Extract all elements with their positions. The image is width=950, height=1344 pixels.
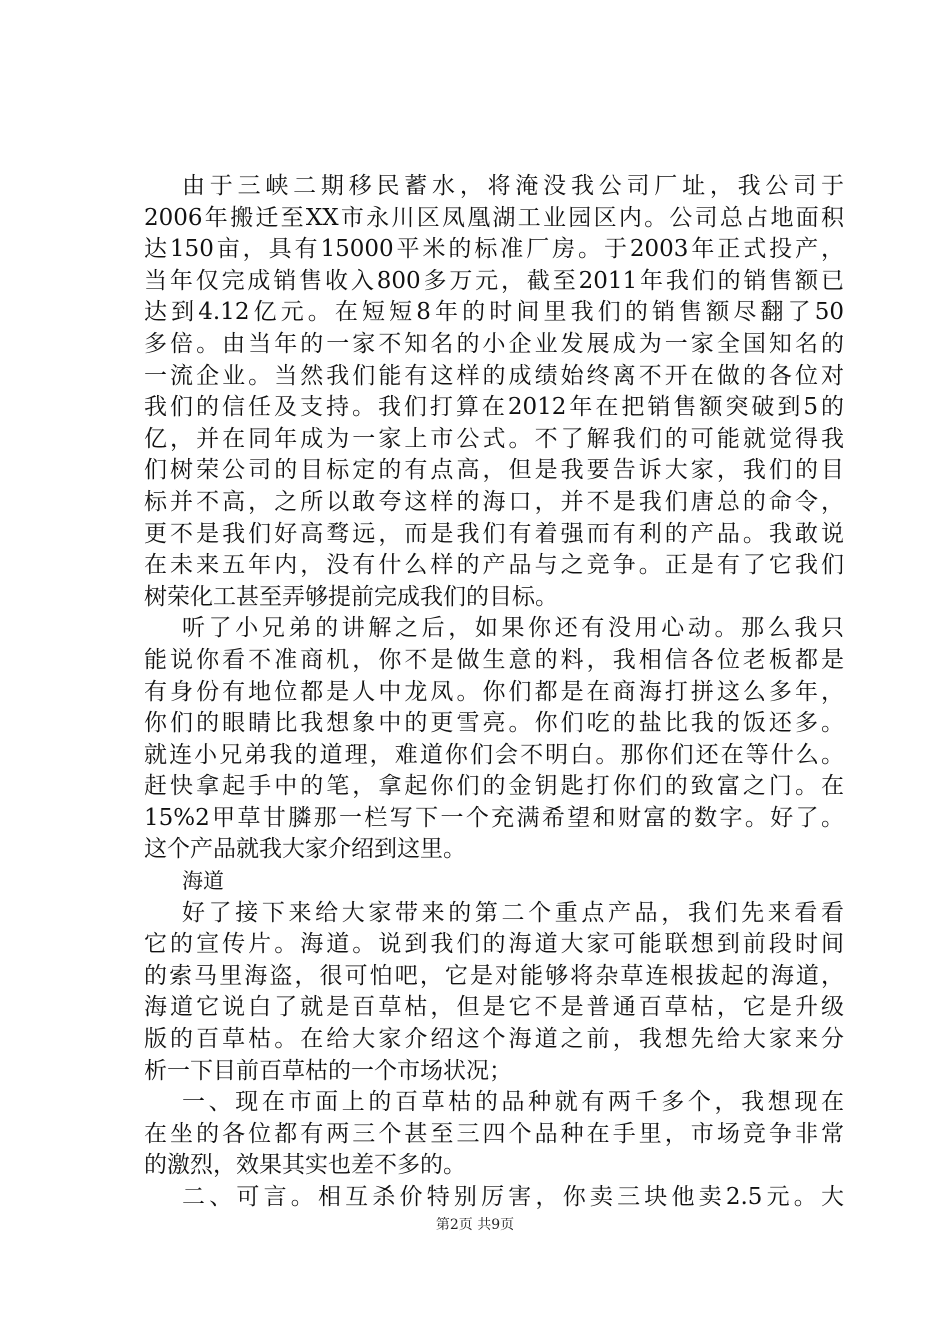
text-line: 标并不高，之所以敢夸这样的海口，并不是我们唐总的命令， bbox=[144, 488, 844, 515]
text-line: 在坐的各位都有两三个甚至三四个品种在手里，市场竞争非常 bbox=[144, 1120, 844, 1147]
text-line: 当年仅完成销售收入800多万元，截至2011年我们的销售额已 bbox=[144, 267, 844, 294]
text-line: 的激烈，效果其实也差不多的。 bbox=[144, 1152, 466, 1179]
document-body bbox=[144, 171, 844, 1214]
text-line: 赶快拿起手中的笔，拿起你们的金钥匙打你们的致富之门。在 bbox=[144, 773, 844, 800]
text-line: 有身份有地位都是人中龙凤。你们都是在商海打拼这么多年， bbox=[144, 678, 844, 705]
text-line: 的索马里海盗，很可怕吧，它是对能够将杂草连根拔起的海道， bbox=[144, 962, 844, 989]
text-line: 这个产品就我大家介绍到这里。 bbox=[144, 836, 466, 863]
text-line: 一、现在市面上的百草枯的品种就有两千多个，我想现在 bbox=[182, 1089, 844, 1116]
page-footer: 第2页 共9页 bbox=[435, 1217, 515, 1233]
text-line: 一流企业。当然我们能有这样的成绩始终离不开在做的各位对 bbox=[144, 362, 844, 389]
text-line: 听了小兄弟的讲解之后，如果你还有没用心动。那么我只 bbox=[182, 615, 844, 642]
text-line: 就连小兄弟我的道理，难道你们会不明白。那你们还在等什么。 bbox=[144, 741, 844, 768]
text-line: 能说你看不准商机，你不是做生意的料，我相信各位老板都是 bbox=[144, 646, 844, 673]
paragraph bbox=[144, 1087, 844, 1182]
text-line: 树荣化工甚至弄够提前完成我们的目标。 bbox=[144, 583, 558, 610]
text-line: 15%2甲草甘膦那一栏写下一个充满希望和财富的数字。好了。 bbox=[144, 804, 844, 831]
text-line: 版的百草枯。在给大家介绍这个海道之前，我想先给大家来分 bbox=[144, 1026, 844, 1053]
section-heading bbox=[144, 866, 844, 898]
text-line: 达150亩，具有15000平米的标准厂房。于2003年正式投产， bbox=[144, 236, 844, 263]
text-line: 它的宣传片。海道。说到我们的海道大家可能联想到前段时间 bbox=[144, 931, 844, 958]
text-line: 由于三峡二期移民蓄水，将淹没我公司厂址，我公司于 bbox=[182, 173, 844, 199]
paragraph bbox=[144, 1182, 844, 1214]
text-line: 二、可言。相互杀价特别厉害，你卖三块他卖2.5元。大 bbox=[182, 1184, 844, 1210]
text-line: 亿，并在同年成为一家上市公式。不了解我们的可能就觉得我 bbox=[144, 425, 844, 452]
heading-text: 海道 bbox=[182, 869, 224, 894]
paragraph bbox=[144, 171, 844, 613]
paragraph bbox=[144, 613, 844, 866]
text-line: 2006年搬迁至XX市永川区凤凰湖工业园区内。公司总占地面积 bbox=[144, 204, 844, 231]
text-line: 我们的信任及支持。我们打算在2012年在把销售额突破到5的 bbox=[144, 394, 844, 421]
text-line: 海道它说白了就是百草枯，但是它不是普通百草枯，它是升级 bbox=[144, 994, 844, 1021]
paragraph bbox=[144, 898, 844, 1088]
text-line: 析一下目前百草枯的一个市场状况； bbox=[144, 1057, 512, 1084]
text-line: 达到4.12亿元。在短短8年的时间里我们的销售额尽翻了50 bbox=[144, 299, 844, 326]
text-line: 多倍。由当年的一家不知名的小企业发展成为一家全国知名的 bbox=[144, 330, 844, 357]
text-line: 们树荣公司的目标定的有点高，但是我要告诉大家，我们的目 bbox=[144, 457, 844, 484]
text-line: 你们的眼睛比我想象中的更雪亮。你们吃的盐比我的饭还多。 bbox=[144, 710, 844, 737]
text-line: 在未来五年内，没有什么样的产品与之竞争。正是有了它我们 bbox=[144, 552, 844, 579]
text-line: 好了接下来给大家带来的第二个重点产品，我们先来看看 bbox=[182, 899, 844, 926]
text-line: 更不是我们好高骛远，而是我们有着强而有利的产品。我敢说 bbox=[144, 520, 844, 547]
